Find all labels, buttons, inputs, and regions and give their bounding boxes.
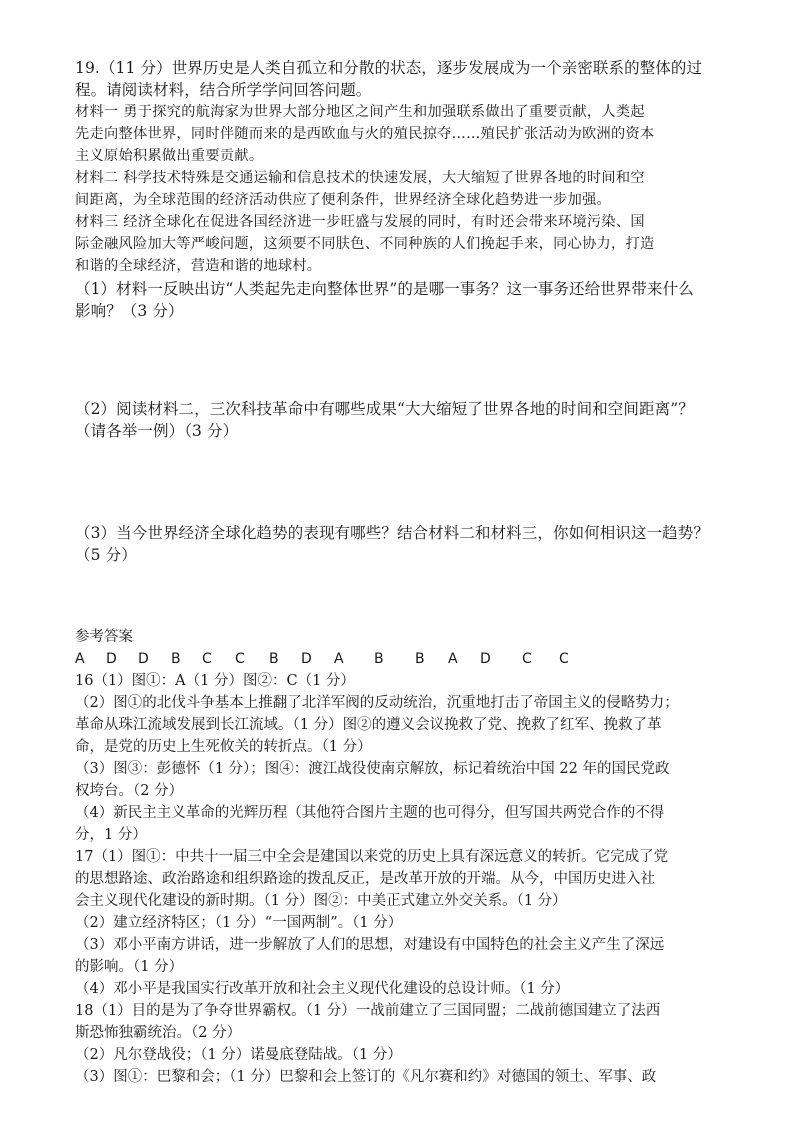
choice-answer: A: [334, 651, 344, 667]
choice-answer: C: [559, 651, 569, 667]
answer-line: （2）凡尔登战役；（1 分）诺曼底登陆战。（1 分）: [75, 1047, 402, 1063]
q19-sub3-line-2: （5 分）: [75, 546, 137, 564]
answer-line: （4）新民主主义革命的光辉历程（其他符合图片主题的也可得分，但写国共两党合作的不得: [75, 805, 665, 821]
q19-sub1-line-2: 影响？（3 分）: [75, 302, 184, 320]
choice-answer: B: [269, 651, 279, 667]
q19-sub2-line-1: （2）阅读材料二，三次科技革命中有哪些成果“大大缩短了世界各地的时间和空间距离”？: [75, 400, 694, 418]
answer-line: 17（1）图①：中共十一届三中全会是建国以来党的历史上具有深远意义的转折。它完成了党: [75, 849, 669, 865]
material-3-line-1: 材料三 经济全球化在促进各国经济进一步旺盛与发展的同时，有时还会带来环境污染、国: [75, 214, 645, 230]
choice-answer: B: [374, 651, 384, 667]
answer-line: 16（1）图①：A（1 分）图②：C（1 分）: [75, 673, 355, 689]
choice-answer: D: [106, 651, 117, 667]
answer-line: 革命从珠江流域发展到长江流域。（1 分）图②的遵义会议挽救了党、挽救了红军、挽救了革: [75, 717, 662, 733]
answer-line: 权垮台。（2 分）: [75, 783, 184, 799]
material-1-line-2: 先走向整体世界，同时伴随而来的是西欧血与火的殖民掠夺……殖民扩张活动为欧洲的资本: [75, 126, 655, 142]
answer-line: （3）图①：巴黎和会；（1 分）巴黎和会上签订的《凡尔赛和约》对德国的领土、军事、政: [75, 1069, 657, 1085]
choice-answer: C: [522, 651, 532, 667]
answer-line: （2）建立经济特区；（1 分）“一国两制”。（1 分）: [75, 915, 403, 931]
answers-heading: 参考答案: [75, 629, 133, 645]
answer-line: 命，是党的历史上生死攸关的转折点。（1 分）: [75, 739, 372, 755]
choice-answer: D: [138, 651, 149, 667]
answer-line: （2）图①的北伐斗争基本上推翻了北洋军阀的反动统治，沉重地打击了帝国主义的侵略势力；: [75, 695, 679, 711]
q19-title-line-2: 程。请阅读材料，结合所学学问回答问题。: [75, 81, 372, 99]
material-2-line-2: 间距离，为全球范围的经济活动供应了便利条件，世界经济全球化趋势进一步加强。: [75, 192, 612, 208]
answer-line: （3）邓小平南方讲话，进一步解放了人们的思想，对建设有中国特色的社会主义产生了深远: [75, 937, 665, 953]
answer-line: 的影响。（1 分）: [75, 959, 184, 975]
answer-line: 会主义现代化建设的新时期。（1 分）图②：中美正式建立外交关系。（1 分）: [75, 893, 567, 909]
choice-answer: C: [202, 651, 212, 667]
choice-answer: D: [301, 651, 312, 667]
q19-title-line-1: 19.（11 分）世界历史是人类自孤立和分散的状态，逐步发展成为一个亲密联系的整体的过: [75, 59, 703, 77]
choice-answers-row: [75, 648, 595, 670]
choice-answer: A: [75, 651, 85, 667]
material-3-line-2: 际金融风险加大等严峻问题，这须要不同肤色、不同种族的人们挽起手来，同心协力，打造: [75, 236, 655, 252]
q19-sub3-line-1: （3）当今世界经济全球化趋势的表现有哪些？结合材料二和材料三，你如何相识这一趋势？: [75, 524, 709, 542]
answer-line: （4）邓小平是我国实行改革开放和社会主义现代化建设的总设计师。（1 分）: [75, 981, 570, 997]
material-2-line-1: 材料二 科学技术特殊是交通运输和信息技术的快速发展，大大缩短了世界各地的时间和空: [75, 170, 645, 186]
answer-line: 的思想路途、政治路途和组织路途的拨乱反正，是改革开放的开端。从今，中国历史进入社: [75, 871, 655, 887]
choice-answer: D: [480, 651, 491, 667]
q19-sub2-line-2: （请各举一例）（3 分）: [75, 422, 239, 440]
material-1-line-3: 主义原始积累做出重要贡献。: [75, 148, 264, 164]
choice-answer: B: [171, 651, 181, 667]
answer-line: 18（1）目的是为了争夺世界霸权。（1 分）一战前建立了三国同盟；二战前德国建立了法西: [75, 1003, 661, 1019]
material-1-line-1: 材料一 勇于探究的航海家为世界大部分地区之间产生和加强联系做出了重要贡献，人类起: [75, 104, 645, 120]
choice-answer: A: [448, 651, 458, 667]
answer-line: 分，1 分）: [75, 827, 147, 843]
material-3-line-3: 和谐的全球经济，营造和谐的地球村。: [75, 258, 322, 274]
choice-answer: B: [415, 651, 425, 667]
answer-line: （3）图③：彭德怀（1 分）；图④：渡江战役使南京解放，标记着统治中国 22 年的国民党政: [75, 761, 670, 777]
choice-answer: C: [235, 651, 245, 667]
q19-sub1-line-1: （1）材料一反映出访“人类起先走向整体世界”的是哪一事务？这一事务还给世界带来什么: [75, 280, 694, 298]
answer-line: 斯恐怖独霸统治。（2 分）: [75, 1025, 242, 1041]
